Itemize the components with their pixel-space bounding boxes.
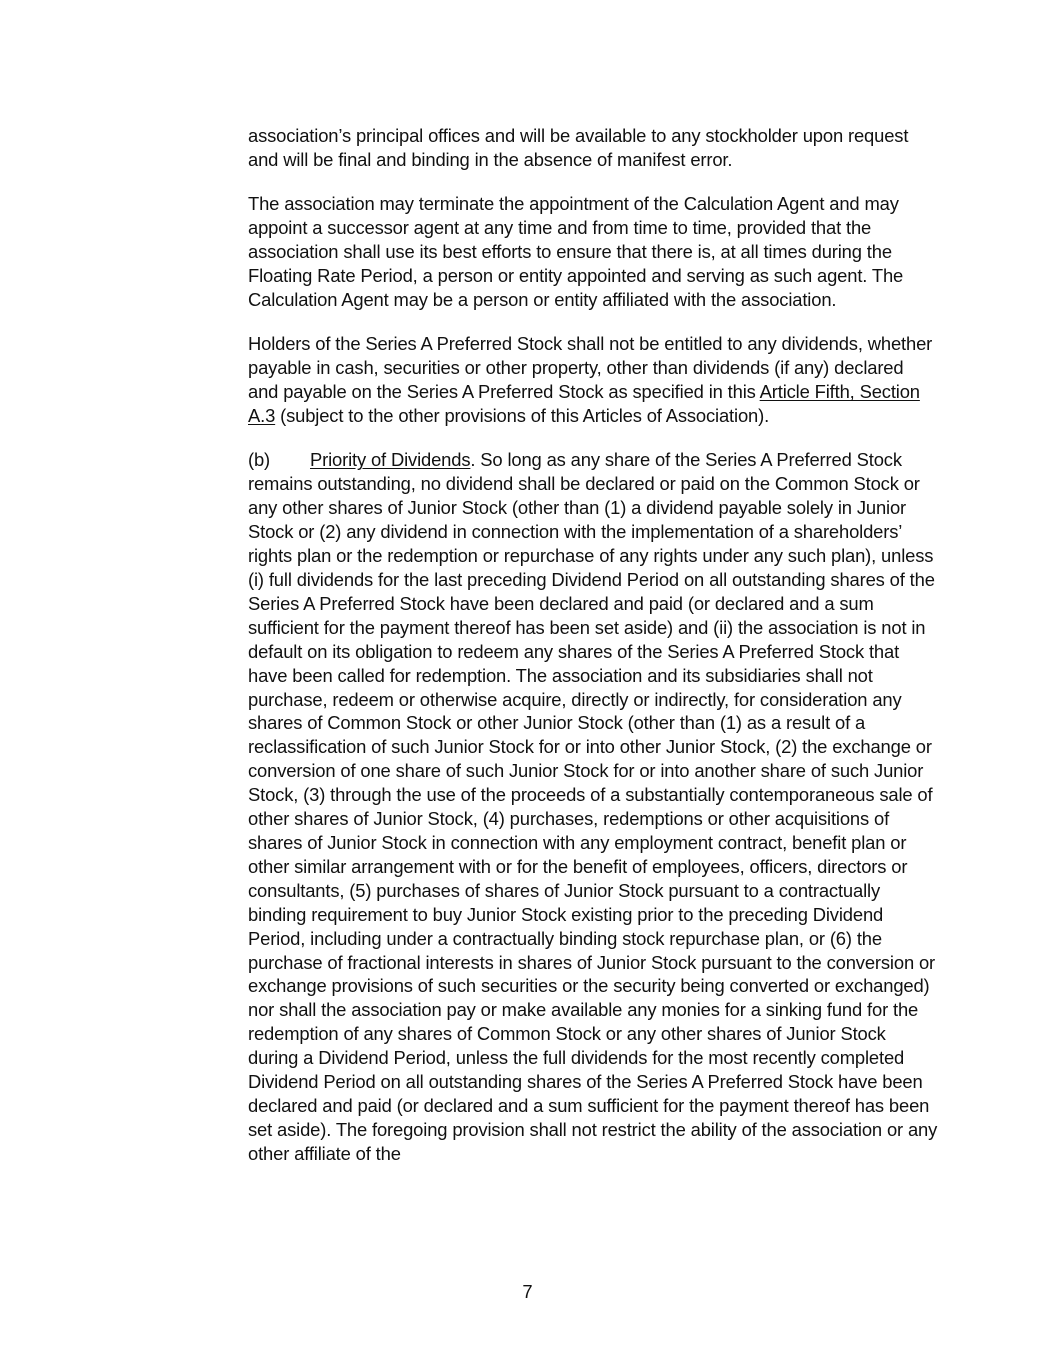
paragraph-calculation-agent xyxy=(248,192,938,312)
paragraph-1-text: association’s principal offices and will be available to any stockholder upon request and will be final and binding in the absence of manifest error. xyxy=(248,125,909,170)
paragraph-3-text-before: Holders of the Series A Preferred Stock shall not be entitled to any dividends, whether payable in cash, securities or other property, other than dividends (if any) declared and payable on the Series A Preferred Stock as specified in this xyxy=(248,333,933,403)
document-body xyxy=(248,124,938,1166)
page-number: 7 xyxy=(522,1281,533,1302)
section-b-label: (b) xyxy=(248,449,271,471)
section-b-heading: Priority of Dividends xyxy=(310,449,471,471)
paragraph-dividend-entitlement xyxy=(248,332,938,428)
paragraph-2-text: The association may terminate the appointment of the Calculation Agent and may appoint a successor agent at any time and from time to time, provided that the association shall use its best efforts to ensure that there is, at all times during the Floating Rate Period, a person or entity appointed and serving as such agent. The Calculation Agent may be a person or entity affiliated with the association. xyxy=(248,193,904,310)
article-reference-link[interactable]: Article Fifth, Section A.3 xyxy=(248,381,920,427)
section-b-priority-of-dividends xyxy=(248,448,938,1165)
paragraph-calculation-results xyxy=(248,124,938,172)
paragraph-3-text-after: (subject to the other provisions of this Articles of Association). xyxy=(275,405,770,427)
section-b-text: . So long as any share of the Series A Preferred Stock remains outstanding, no dividend shall be declared or paid on the Common Stock or any other shares of Junior Stock (other than (1) a dividend payable solely in Junior Stock or (2) any dividend in connection with the implementation of a shareholders’ rights plan or the redemption or repurchase of any rights under any such plan), unless (i) full dividends for the last preceding Dividend Period on all outstanding shares of the Series A Preferred Stock have been declared and paid (or declared and a sum sufficient for the payment thereof has been set aside) and (ii) the association is not in default on its obligation to redeem any shares of the Series A Preferred Stock that have been called for redemption. The association and its subsidiaries shall not purchase, redeem or otherwise acquire, directly or indirectly, for consideration any shares of Common Stock or other Junior Stock (other than (1) as a result of a reclassification of such Junior Stock for or into other Junior Stock, (2) the exchange or conversion of one share of such Junior Stock for or into another share of such Junior Stock, (3) through the use of the proceeds of a substantially contemporaneous sale of other shares of Junior Stock, (4) purchases, redemptions or other acquisitions of shares of Junior Stock in connection with any employment contract, benefit plan or other similar arrangement with or for the benefit of employees, officers, directors or consultants, (5) purchases of shares of Junior Stock pursuant to a contractually binding requirement to buy Junior Stock existing prior to the preceding Dividend Period, including under a contractually binding stock repurchase plan, or (6) the purchase of fractional interests in shares of Junior Stock pursuant to the conversion or exchange provisions of such securities or the security being converted or exchanged) nor shall the association pay or make available any monies for a sinking fund for the redemption of any shares of Common Stock or any other shares of Junior Stock during a Dividend Period, unless the full dividends for the most recently completed Dividend Period on all outstanding shares of the Series A Preferred Stock have been declared and paid (or declared and a sum sufficient for the payment thereof has been set aside). The foregoing provision shall not restrict the ability of the association or any other affiliate of the xyxy=(248,449,938,1164)
